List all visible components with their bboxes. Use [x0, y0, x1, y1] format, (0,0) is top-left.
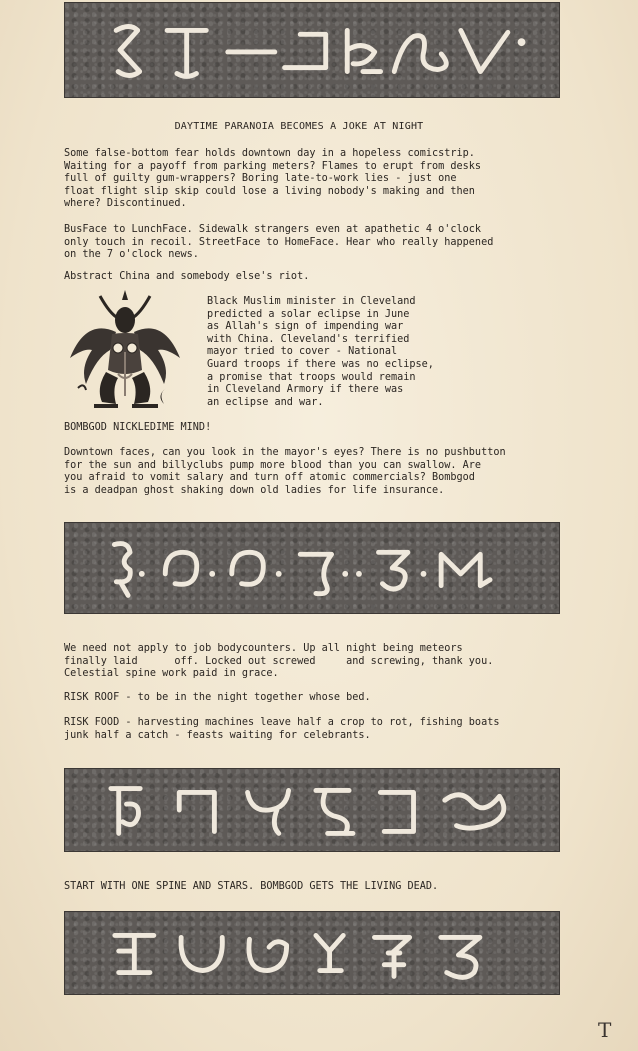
paragraph-3: Abstract China and somebody else's riot.	[64, 271, 310, 282]
glyph-banner-3	[64, 768, 560, 852]
glyph-banner-4	[64, 911, 560, 995]
glyph-banner-4-art	[65, 912, 559, 994]
paragraph-4: Black Muslim minister in Cleveland predicted a solar eclipse in June as Allah's sign of impending war with China. Cleveland's terrified mayor tried to cover - National Guard troops if there was no eclipse, a promise that troops would remain in Cleveland Armory if there was an eclipse and war.	[207, 296, 434, 408]
paragraph-8: RISK ROOF - to be in the night together whose bed.	[64, 692, 371, 703]
paragraph-6: Downtown faces, can you look in the mayor's eyes? There is no pushbutton for the sun and billyclubs pump more blood than you can swallow. Are you afraid to vomit salary and turn off atomic commercials? Bombgod is a deadpan ghost shaking down old ladies for life insurance.	[64, 447, 506, 496]
glyph-banner-1	[64, 2, 560, 98]
page-heading: DAYTIME PARANOIA BECOMES A JOKE AT NIGHT	[174, 121, 424, 132]
glyph-banner-2-art	[65, 523, 559, 613]
glyph-banner-1-art	[65, 3, 559, 97]
glyph-banner-2	[64, 522, 560, 614]
corner-mark: T	[598, 1018, 612, 1042]
paragraph-1: Some false-bottom fear holds downtown day in a hopeless comicstrip. Waiting for a payoff from parking meters? Flames to erupt from desks full of guilty gum-wrappers? Boring late-to-work lies - just one float flight slip skip could lose a living nobody's making and then where? Discontinued.	[64, 148, 482, 210]
glyph-banner-3-art	[65, 769, 559, 851]
paragraph-7: We need not apply to job bodycounters. Up all night being meteors finally laid off. Locked out screwed and screwing, thank you. Celestial spine work paid in grace.	[64, 643, 494, 680]
paragraph-10: START WITH ONE SPINE AND STARS. BOMBGOD GETS THE LIVING DEAD.	[64, 881, 439, 892]
paragraph-2: BusFace to LunchFace. Sidewalk strangers even at apathetic 4 o'clock only touch in recoil. StreetFace to HomeFace. Hear who really happened on the 7 o'clock news.	[64, 224, 494, 261]
paragraph-9: RISK FOOD - harvesting machines leave half a crop to rot, fishing boats junk half a catch - feasts waiting for celebrants.	[64, 717, 500, 741]
baphomet-illustration	[66, 288, 184, 416]
paragraph-5: BOMBGOD NICKLEDIME MIND!	[64, 422, 212, 433]
